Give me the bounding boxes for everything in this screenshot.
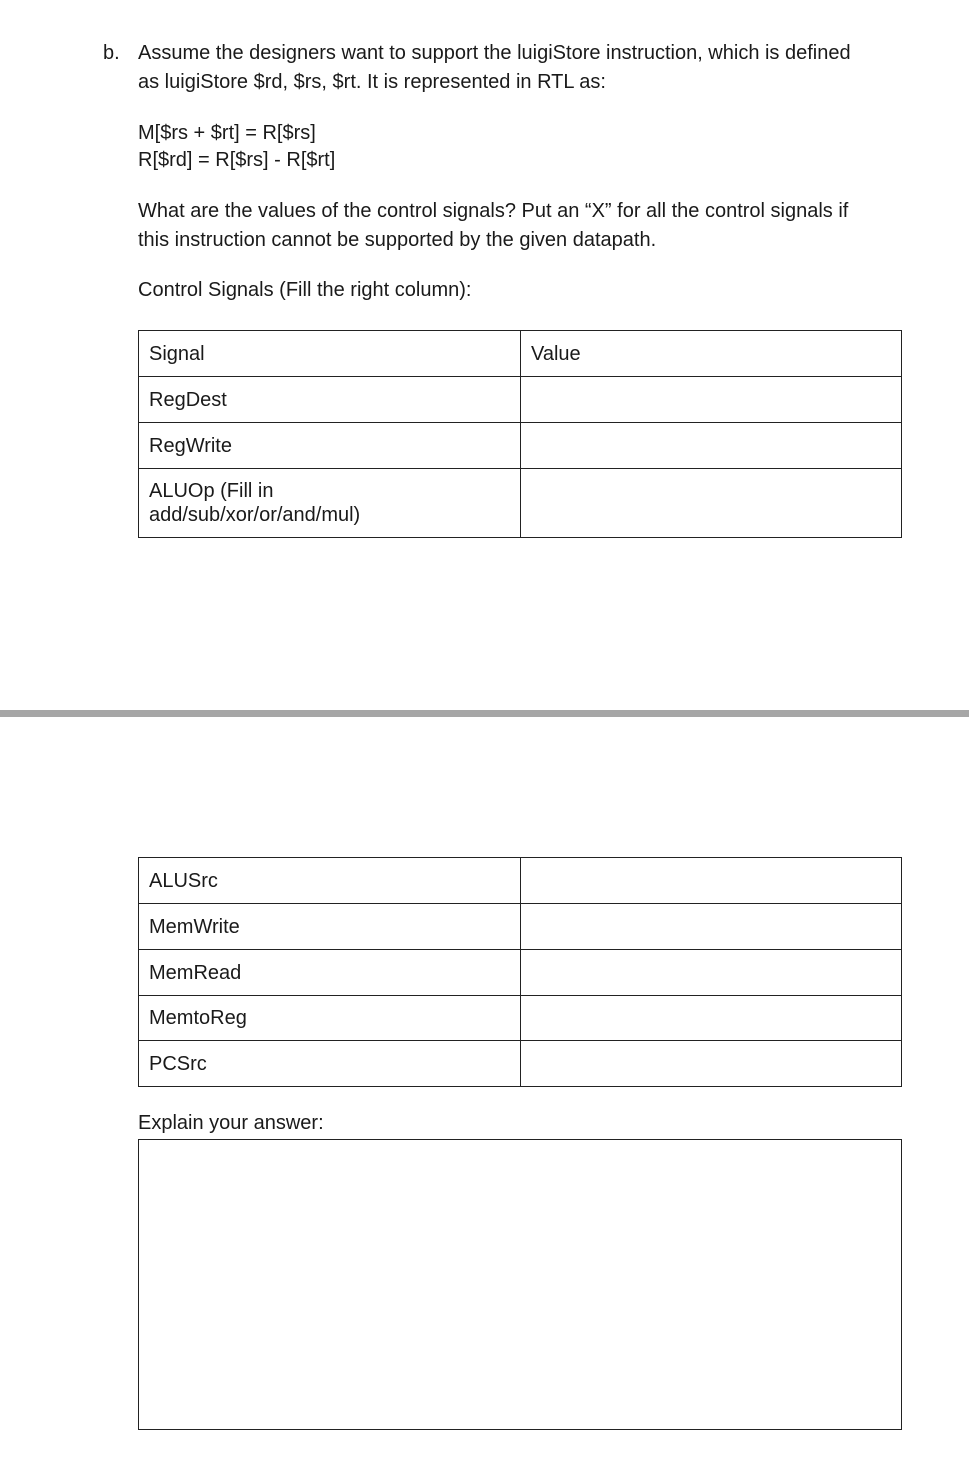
signal-regdest: RegDest bbox=[139, 377, 521, 423]
value-cell-pcsrc[interactable] bbox=[521, 1041, 902, 1087]
table-header-row bbox=[139, 331, 902, 377]
explain-label: Explain your answer: bbox=[138, 1112, 324, 1134]
table-row bbox=[139, 858, 902, 904]
signal-aluop-line-2: add/sub/xor/or/and/mul) bbox=[149, 504, 361, 526]
table-row bbox=[139, 904, 902, 950]
signal-memwrite: MemWrite bbox=[139, 904, 521, 950]
question-number: b. bbox=[103, 42, 120, 64]
table-row bbox=[139, 469, 902, 538]
control-signals-table-bottom bbox=[138, 857, 902, 1087]
table-row bbox=[139, 1041, 902, 1087]
rtl-line-1: M[$rs + $rt] = R[$rs] bbox=[138, 122, 316, 144]
signal-memread: MemRead bbox=[139, 950, 521, 996]
signal-aluop bbox=[139, 469, 521, 538]
explain-answer-box[interactable] bbox=[138, 1139, 902, 1430]
value-cell-memtoreg[interactable] bbox=[521, 996, 902, 1041]
value-cell-regdest[interactable] bbox=[521, 377, 902, 423]
page-divider bbox=[0, 710, 969, 717]
table-row bbox=[139, 996, 902, 1041]
value-cell-regwrite[interactable] bbox=[521, 423, 902, 469]
prompt-line-1: What are the values of the control signals? Put an “X” for all the control signals if bbox=[138, 200, 849, 222]
question-intro bbox=[138, 39, 908, 97]
value-cell-memread[interactable] bbox=[521, 950, 902, 996]
header-signal: Signal bbox=[139, 331, 521, 377]
signal-memtoreg: MemtoReg bbox=[139, 996, 521, 1041]
prompt-line-2: this instruction cannot be supported by the given datapath. bbox=[138, 229, 657, 251]
table-caption: Control Signals (Fill the right column): bbox=[138, 279, 472, 301]
rtl-line-2: R[$rd] = R[$rs] - R[$rt] bbox=[138, 149, 336, 171]
table-row bbox=[139, 377, 902, 423]
value-cell-memwrite[interactable] bbox=[521, 904, 902, 950]
value-cell-alusrc[interactable] bbox=[521, 858, 902, 904]
table-row bbox=[139, 423, 902, 469]
intro-line-1: Assume the designers want to support the luigiStore instruction, which is defined bbox=[138, 42, 851, 64]
table-row bbox=[139, 950, 902, 996]
signal-alusrc: ALUSrc bbox=[139, 858, 521, 904]
value-cell-aluop[interactable] bbox=[521, 469, 902, 538]
question-prompt bbox=[138, 197, 908, 255]
signal-regwrite: RegWrite bbox=[139, 423, 521, 469]
signal-aluop-line-1: ALUOp (Fill in bbox=[149, 480, 274, 502]
control-signals-table-top bbox=[138, 330, 902, 538]
signal-pcsrc: PCSrc bbox=[139, 1041, 521, 1087]
intro-line-2: as luigiStore $rd, $rs, $rt. It is represented in RTL as: bbox=[138, 71, 606, 93]
header-value: Value bbox=[521, 331, 902, 377]
